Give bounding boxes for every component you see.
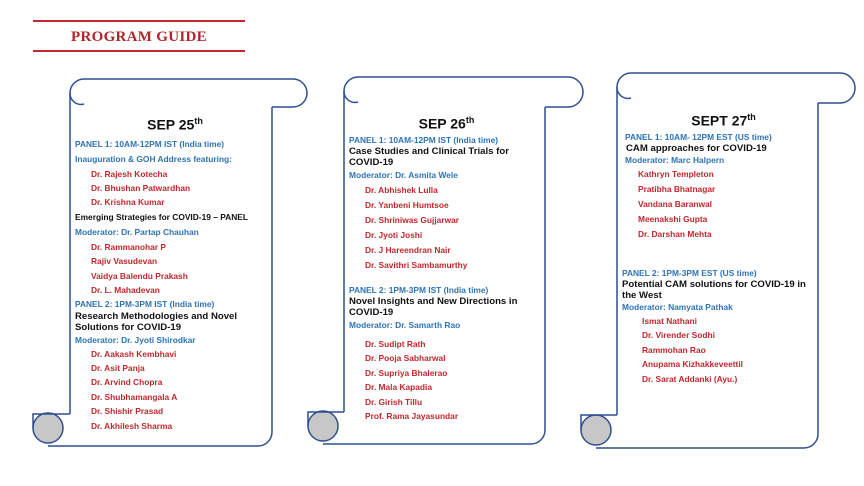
speaker: Meenakshi Gupta xyxy=(638,213,708,224)
panel-topic: CAM approaches for COVID-19 xyxy=(626,142,767,154)
moderator: Moderator: Dr. Samarth Rao xyxy=(349,319,461,330)
speaker: Pratibha Bhatnagar xyxy=(638,183,716,194)
speaker-list xyxy=(75,167,275,210)
speaker-list xyxy=(622,167,817,242)
panel-topic: Case Studies and Clinical Trials for COVID-19 xyxy=(349,145,509,168)
speaker: Ismat Nathani xyxy=(642,315,697,326)
day-date: SEPT 27th xyxy=(691,112,756,129)
speaker: Dr. Yanbeni Humtsoe xyxy=(365,199,449,210)
speaker: Dr. Rajesh Kotecha xyxy=(91,168,168,179)
speaker: Dr. Mala Kapadia xyxy=(365,382,433,393)
speaker: Vandana Baranwal xyxy=(638,198,713,209)
speaker-list xyxy=(622,314,817,387)
panel-time: PANEL 1: 10AM-12PM IST (India time) xyxy=(349,134,499,145)
day-column-sep-26 xyxy=(349,115,544,424)
speaker-list xyxy=(349,183,544,273)
speaker: Rammohan Rao xyxy=(642,344,706,355)
panel-time: PANEL 2: 1PM-3PM IST (India time) xyxy=(349,284,489,295)
moderator: Moderator: Dr. Partap Chauhan xyxy=(75,226,199,237)
day-date: SEP 25th xyxy=(147,116,203,133)
speaker: Dr. Rammanohar P xyxy=(91,241,166,252)
speaker: Dr. Virender Sodhi xyxy=(642,330,715,341)
speaker: Anupama Kizhakkeveettil xyxy=(642,359,743,370)
speaker: Dr. Aakash Kembhavi xyxy=(91,348,177,359)
moderator: Moderator: Dr. Jyoti Shirodkar xyxy=(75,334,196,345)
panel-intro: Inauguration & GOH Address featuring: xyxy=(75,153,232,164)
speaker: Dr. Sarat Addanki (Ayu.) xyxy=(642,373,738,384)
day-column-sep-25 xyxy=(75,116,275,433)
speaker: Dr. Supriya Bhalerao xyxy=(365,367,448,378)
panel-time: PANEL 2: 1PM-3PM IST (India time) xyxy=(75,298,215,309)
speaker: Dr. L. Mahadevan xyxy=(91,285,160,296)
moderator: Moderator: Namyata Pathak xyxy=(622,301,733,312)
speaker: Dr. Asit Panja xyxy=(91,362,145,373)
speaker: Dr. Bhushan Patwardhan xyxy=(91,183,191,194)
speaker: Dr. Sudipt Rath xyxy=(365,338,426,349)
moderator: Moderator: Marc Halpern xyxy=(625,154,725,165)
panel-time: PANEL 1: 10AM- 12PM EST (US time) xyxy=(625,131,772,142)
speaker-list xyxy=(75,347,275,433)
moderator: Moderator: Dr. Asmita Wele xyxy=(349,169,458,180)
speaker: Dr. Pooja Sabharwal xyxy=(365,353,446,364)
panel-time: PANEL 2: 1PM-3PM EST (US time) xyxy=(622,267,757,278)
panel-topic: Potential CAM solutions for COVID-19 in the West xyxy=(622,278,806,301)
speaker: Kathryn Templeton xyxy=(638,168,714,179)
speaker-list xyxy=(349,337,544,424)
speaker: Prof. Rama Jayasundar xyxy=(365,411,459,422)
speaker: Dr. J Hareendran Nair xyxy=(365,244,451,255)
speaker: Dr. Darshan Mehta xyxy=(638,228,712,239)
speaker: Rajiv Vasudevan xyxy=(91,256,158,267)
speaker: Dr. Jyoti Joshi xyxy=(365,229,423,240)
speaker: Dr. Girish Tillu xyxy=(365,396,423,407)
panel-topic: Research Methodologies and Novel Solutions for COVID-19 xyxy=(75,310,238,333)
panel-time: PANEL 1: 10AM-12PM IST (India time) xyxy=(75,138,225,149)
day-date: SEP 26th xyxy=(418,115,475,132)
panel-topic: Emerging Strategies for COVID-19 – PANEL xyxy=(75,211,248,222)
speaker: Dr. Shubhamangala A xyxy=(91,391,178,402)
speaker: Dr. Arvind Chopra xyxy=(91,377,163,388)
speaker: Dr. Shriniwas Gujjarwar xyxy=(365,214,460,225)
day-column-sept-27 xyxy=(622,112,817,386)
speaker: Dr. Savithri Sambamurthy xyxy=(365,259,468,270)
page-title: PROGRAM GUIDE xyxy=(71,29,207,45)
speaker: Dr. Shishir Prasad xyxy=(91,406,164,417)
speaker: Vaidya Balendu Prakash xyxy=(91,270,188,281)
speaker-list xyxy=(75,240,275,298)
speaker: Dr. Krishna Kumar xyxy=(91,197,165,208)
speaker: Dr. Abhishek Lulla xyxy=(365,184,438,195)
speaker: Dr. Akhilesh Sharma xyxy=(91,420,173,431)
panel-topic: Novel Insights and New Directions in COVID-19 xyxy=(349,295,518,318)
